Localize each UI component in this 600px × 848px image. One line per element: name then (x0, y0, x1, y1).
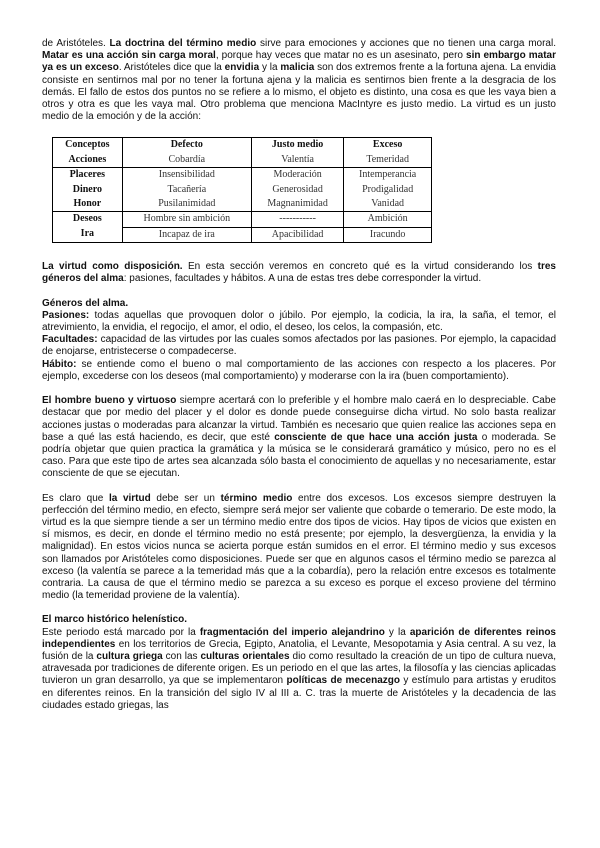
table-cell: Intemperancia (344, 168, 432, 183)
table-cell: Prodigalidad (344, 183, 432, 197)
text-run: se entiende como el bueno o mal comportamiento de las acciones con respecto a los placeres. Por ejemplo, excederse con los deseos (mal comportamiento) y moderarse con la ira (buen comportamiento). (42, 358, 556, 382)
marco-paragraph (42, 627, 556, 712)
table-cell: Insensibilidad (122, 168, 251, 183)
text-run: En esta sección veremos en concreto qué es la virtud considerando los (182, 261, 538, 273)
text-run: y la (384, 626, 410, 638)
table-cell: Deseos (72, 213, 102, 225)
table-cell: Cobardía (122, 153, 251, 168)
text-run: capacidad de las virtudes por las cuales somos afectados por las pasiones. Por ejemplo, la capacidad de enojarse, entristecerse o compadecerse. (42, 334, 556, 358)
table-row (53, 168, 432, 183)
table-cell: Valentía (251, 153, 343, 168)
table-cell: Acciones (68, 153, 107, 165)
table-cell: Ira (80, 228, 95, 240)
intro-paragraph (42, 38, 556, 123)
marco-title (42, 614, 556, 626)
table-cell: Vanidad (344, 197, 432, 212)
section-heading: Géneros del alma. (42, 297, 129, 309)
table-cell: Ambición (344, 212, 432, 227)
table-cell: Placeres (69, 169, 106, 181)
header-exceso: Exceso (344, 138, 432, 153)
text-run: o moderada. Se podría objetar que quien practica la gramática y la música se le considerará gramático y músico, pero no es el caso. Para que este tipo de artes sea alcanzada sólo basta el conocimiento de aquellas y no necesariamente, estar consciente de que se ejecutan. (42, 431, 556, 480)
bold-run: malicia (280, 62, 315, 74)
table-cell: Pusilanimidad (122, 197, 251, 212)
text-run: y la (259, 62, 281, 74)
virtues-table-wrapper (52, 137, 432, 243)
term-label: Pasiones: (42, 309, 90, 321)
habito-definition (42, 359, 556, 383)
text-run: debe ser un (150, 492, 221, 504)
bold-run: sin embargo matar ya es un exceso (42, 50, 556, 74)
pasiones-definition (42, 310, 556, 334)
bold-run: tres géneros del alma (42, 261, 556, 285)
text-run: con las (162, 650, 201, 662)
section-heading: El marco histórico helenístico. (42, 614, 188, 626)
term-label: Facultades: (42, 334, 98, 346)
text-run: Este periodo está marcado por la (42, 626, 200, 638)
table-cell: Moderación (251, 168, 343, 183)
bold-run: Matar es una acción sin carga moral (42, 50, 216, 62)
text-run: , porque hay veces que matar no es un asesinato, pero (215, 50, 467, 62)
table-cell: Generosidad (251, 183, 343, 197)
table-row (53, 183, 432, 197)
text-run: de Aristóteles. (42, 38, 110, 49)
table-cell: Temeridad (344, 153, 432, 168)
text-run: son dos extremos frente a la fortuna ajena. La envidia consiste en sentirnos mal por no tener la fortuna ajena y la malicia es sentirnos bien frente a la desgracia de los demás. El fallo de estos dos puntos no se refiere a lo mismo, el objeto es distinto, una cosa es que les vaya bien a otros y otra es que les vaya mal. Otro problema que menciona MacIntyre es justo medio. La virtud es un justo medio de la emoción y de la acción: (42, 62, 556, 123)
term-label: Hábito: (42, 358, 77, 370)
table-row (53, 212, 432, 227)
table-cell: Tacañería (122, 183, 251, 197)
bold-run: culturas orientales (200, 650, 290, 662)
virtues-table (52, 137, 432, 243)
table-cell: Magnanimidad (251, 197, 343, 212)
table-row (53, 227, 432, 242)
header-conceptos: Conceptos (65, 139, 110, 151)
table-cell: Apacibilidad (251, 227, 343, 242)
text-run: entre dos excesos. Los excesos siempre destruyen la perfección del término medio, en efecto, siempre será mejor ser valiente que cobarde o temerario. De este modo, la virtud es la que siempre tiende a ser un término medio entre dos tipos de vicios. Hay tipos de vicios que existen en sí mismos, es decir, en donde el término medio no está presente; por ejemplo, la desvergüenza, la envidia y la malignidad). En estos vicios nunca se acierta porque están sumidos en el error. El término medio y sus excesos son llamados por Aristóteles como disposiciones. Puede ser que en algunos casos el término medio se parezca al exceso (la valentía se parece a la temeridad más que a la cobardía), pero la relación entre excesos es totalmente contraria. La causa de que el término medio se parezca a su exceso es porque el exceso proviene del término medio (la temeridad proviene de la valentía). (42, 492, 556, 602)
table-cell: Iracundo (344, 227, 432, 242)
text-run: en los territorios de Grecia, Egipto, Anatolia, el Levante, Mesopotamia y Asia central. A su vez, la fusión de la (42, 638, 556, 662)
text-run: sirve para emociones y acciones que no tienen una carga moral. (256, 38, 556, 49)
bold-run: fragmentación del imperio alejandrino (199, 626, 385, 638)
table-header-row (53, 138, 432, 153)
termino-paragraph (42, 493, 556, 603)
text-run: Es claro que (42, 492, 109, 504)
section-heading-inline: La virtud como disposición. (42, 261, 183, 273)
bold-run: aparición de diferentes reinos independientes (42, 626, 556, 650)
disposicion-paragraph (42, 261, 556, 285)
header-defecto: Defecto (122, 138, 251, 153)
bold-run: envidia (224, 62, 260, 74)
text-run: dio como resultado la creación de un tipo de cultura nueva, atravesada por tradiciones de diferente origen. Es un periodo en el que las artes, la filosofía y las ciencias aplicadas tuvieron un gran desarrollo, ya que se implementaron (42, 650, 556, 687)
bold-run: término medio (220, 492, 293, 504)
text-run: : pasiones, facultades y hábitos. A una de estas tres debe corresponder la virtud. (123, 273, 482, 285)
table-cell: Honor (73, 198, 102, 210)
table-cell: ----------- (251, 212, 343, 227)
table-cell: Hombre sin ambición (122, 212, 251, 227)
bold-run: políticas de mecenazgo (286, 675, 401, 687)
generos-title (42, 298, 556, 310)
table-row (53, 153, 432, 168)
header-justo-medio: Justo medio (251, 138, 343, 153)
text-run: y estímulo para artistas y eruditos en diferentes reinos. En la transición del siglo IV al III a. C. tras la muerte de Aristóteles y la decadencia de las ciudades estado griegas, las (42, 675, 556, 711)
text-run: siempre acertará con lo preferible y el hombre malo caerá en lo despreciable. Cabe destacar que por medio del placer y el dolor es donde puede conseguirse dicha virtud. No solo basta realizar acciones justas o moderadas para alcanzar la virtud. También es necesario que quien realice las acciones sepa en base a qué las está haciendo, es decir, que esté (42, 395, 556, 443)
bold-run: la virtud (108, 492, 151, 504)
bold-run: cultura griega (96, 650, 163, 662)
document-page (42, 38, 556, 712)
table-cell: Dinero (72, 183, 102, 195)
facultades-definition (42, 334, 556, 358)
bold-run: La doctrina del término medio (109, 38, 257, 49)
bold-run: consciente de que hace una acción justa (274, 431, 478, 443)
text-run: . Aristóteles dice que la (118, 62, 225, 74)
bold-run: El hombre bueno y virtuoso (42, 395, 177, 407)
table-cell: Incapaz de ira (122, 227, 251, 242)
table-row (53, 197, 432, 212)
text-run: todas aquellas que provoquen dolor o júbilo. Por ejemplo, la codicia, la ira, la saña, el temor, el atrevimiento, la envidia, el regocijo, el amor, el odio, el deseo, los celos, la compasión, etc. (42, 309, 556, 334)
hombre-paragraph (42, 395, 556, 480)
